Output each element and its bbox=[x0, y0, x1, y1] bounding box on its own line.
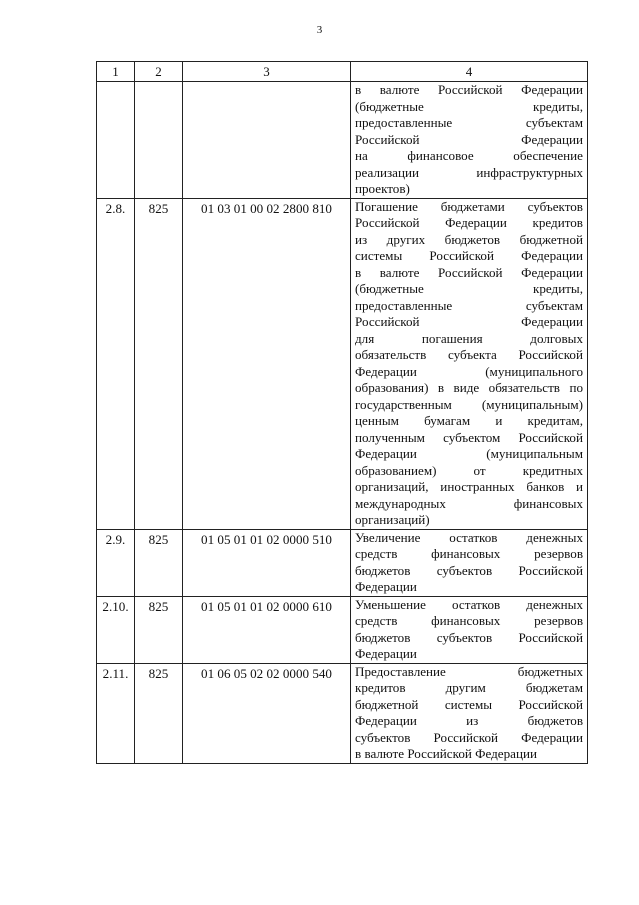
classification-code-cell: 01 03 01 00 02 2800 810 bbox=[183, 198, 351, 529]
description-line: международных финансовых bbox=[355, 495, 583, 511]
classification-code-cell bbox=[183, 82, 351, 199]
description-line: для погашения долговых bbox=[355, 330, 583, 346]
classification-code-cell: 01 06 05 02 02 0000 540 bbox=[183, 663, 351, 763]
row-number-cell: 2.8. bbox=[97, 198, 135, 529]
description-line: обязательств субъекта Российской bbox=[355, 347, 583, 362]
description-line: в валюте Российской Федерации bbox=[355, 82, 583, 97]
description-line: Уменьшение остатков денежных bbox=[355, 596, 583, 612]
description-line: Предоставление бюджетных bbox=[355, 663, 583, 679]
description-line: предоставленные субъектам bbox=[355, 297, 583, 313]
row-number-cell: 2.10. bbox=[97, 596, 135, 663]
description-line: субъектов Российской Федерации bbox=[355, 729, 583, 745]
description-line: Федерации bbox=[355, 646, 417, 661]
description-line: в валюте Российской Федерации bbox=[355, 746, 537, 761]
description-line: Федерации (муниципального bbox=[355, 363, 583, 379]
description-line: кредитов другим бюджетам bbox=[355, 680, 583, 695]
admin-code-cell: 825 bbox=[135, 529, 183, 596]
admin-code-cell: 825 bbox=[135, 663, 183, 763]
description-line: образования) в виде обязательств по bbox=[355, 380, 583, 395]
row-number-cell bbox=[97, 82, 135, 199]
description-line: образованием) от кредитных bbox=[355, 462, 583, 478]
table-row bbox=[97, 663, 588, 763]
description-line: в валюте Российской Федерации bbox=[355, 264, 583, 280]
description-line: Увеличение остатков денежных bbox=[355, 529, 583, 545]
header-col-3: 3 bbox=[183, 62, 351, 82]
description-line: на финансовое обеспечение bbox=[355, 148, 583, 163]
table-header-row bbox=[97, 62, 588, 82]
description-line: бюджетной системы Российской bbox=[355, 696, 583, 712]
description-line: Федерации (муниципальным bbox=[355, 446, 583, 461]
description-line: реализации инфраструктурных bbox=[355, 164, 583, 180]
description-cell bbox=[351, 663, 588, 763]
description-line: проектов) bbox=[355, 181, 410, 196]
header-col-4: 4 bbox=[351, 62, 588, 82]
description-line: бюджетов субъектов Российской bbox=[355, 562, 583, 578]
description-line: средств финансовых резервов bbox=[355, 613, 583, 628]
table-row bbox=[97, 596, 588, 663]
table-row bbox=[97, 82, 588, 199]
row-number-cell: 2.9. bbox=[97, 529, 135, 596]
description-line: системы Российской Федерации bbox=[355, 248, 583, 263]
description-line: полученным субъектом Российской bbox=[355, 429, 583, 445]
description-cell bbox=[351, 198, 588, 529]
admin-code-cell bbox=[135, 82, 183, 199]
description-cell bbox=[351, 529, 588, 596]
table-row bbox=[97, 198, 588, 529]
description-line: из других бюджетов бюджетной bbox=[355, 231, 583, 247]
description-line: бюджетов субъектов Российской bbox=[355, 629, 583, 645]
admin-code-cell: 825 bbox=[135, 596, 183, 663]
description-line: Погашение бюджетами субъектов bbox=[355, 198, 583, 214]
description-line: (бюджетные кредиты, bbox=[355, 281, 583, 296]
description-line: Федерации из бюджетов bbox=[355, 713, 583, 728]
header-col-2: 2 bbox=[135, 62, 183, 82]
table-row bbox=[97, 529, 588, 596]
description-line: Российской Федерации bbox=[355, 314, 583, 329]
classification-code-cell: 01 05 01 01 02 0000 510 bbox=[183, 529, 351, 596]
description-line: организаций, иностранных банков и bbox=[355, 479, 583, 494]
header-col-1: 1 bbox=[97, 62, 135, 82]
description-line: Российской Федерации bbox=[355, 131, 583, 147]
row-number-cell: 2.11. bbox=[97, 663, 135, 763]
budget-sources-table bbox=[96, 61, 588, 764]
description-line: (бюджетные кредиты, bbox=[355, 98, 583, 114]
description-line: предоставленные субъектам bbox=[355, 115, 583, 130]
description-line: организаций) bbox=[355, 512, 430, 527]
description-cell bbox=[351, 596, 588, 663]
admin-code-cell: 825 bbox=[135, 198, 183, 529]
description-line: ценным бумагам и кредитам, bbox=[355, 413, 583, 428]
page-number: 3 bbox=[316, 24, 323, 36]
description-line: Российской Федерации кредитов bbox=[355, 215, 583, 230]
description-line: средств финансовых резервов bbox=[355, 546, 583, 561]
description-cell bbox=[351, 82, 588, 199]
classification-code-cell: 01 05 01 01 02 0000 610 bbox=[183, 596, 351, 663]
description-line: Федерации bbox=[355, 579, 417, 594]
description-line: государственным (муниципальным) bbox=[355, 396, 583, 412]
